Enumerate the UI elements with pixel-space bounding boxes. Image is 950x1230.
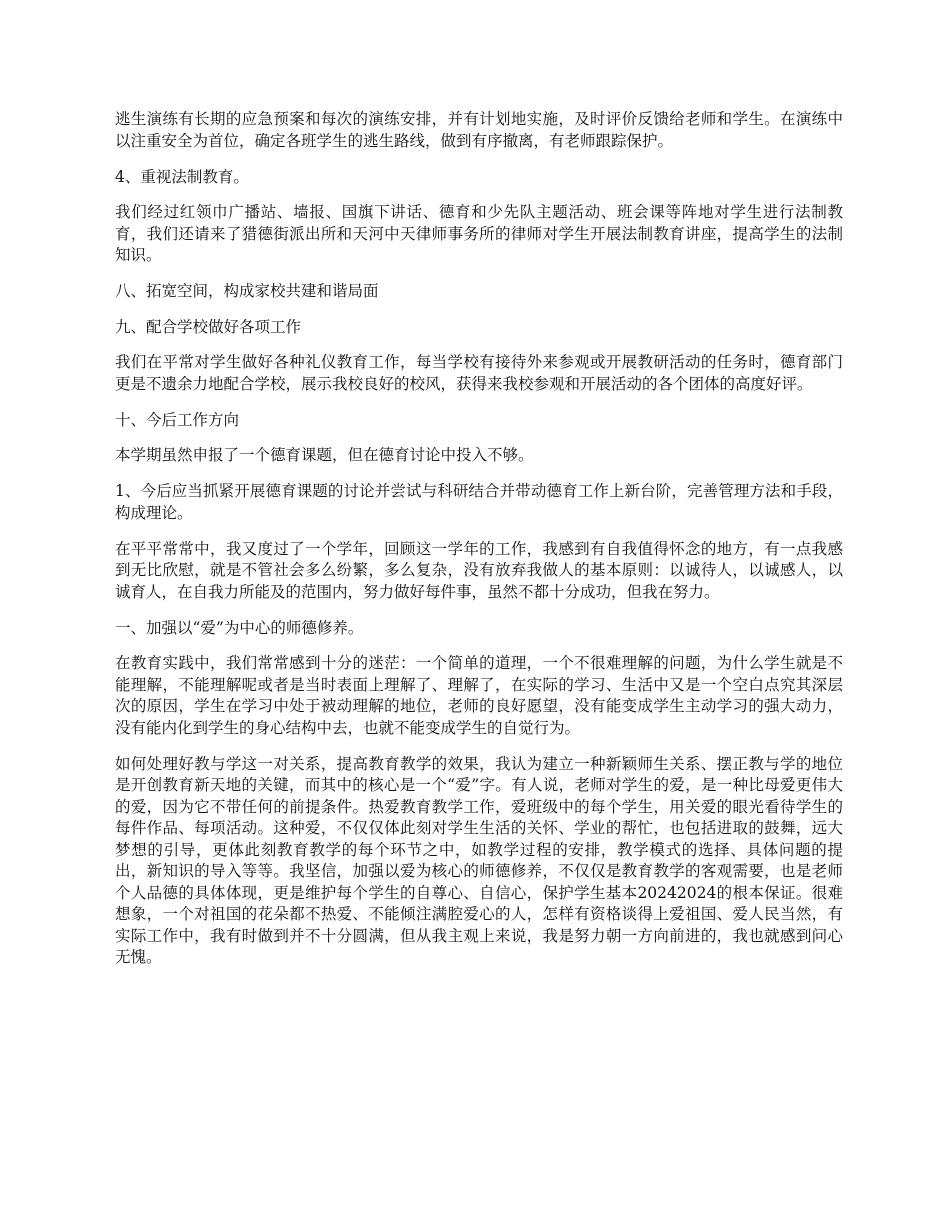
- heading-section-eight: 八、拓宽空间，构成家校共建和谐局面: [115, 282, 379, 300]
- heading-legal-education: 4、重视法制教育。: [115, 167, 249, 186]
- paragraph-evacuation-drill: 逃生演练有长期的应急预案和每次的演练安排，并有计划地实施，及时评价反馈给老师和学生。在演练中以注重安全为首位，确定各班学生的逃生路线，做到有序撤离，有老师跟踪保护。: [115, 110, 843, 150]
- paragraph-future-direction: 1、今后应当抓紧开展德育课题的讨论并尝试与科研结合并带动德育工作上新台阶，完善管理方法和手段，构成理论。: [115, 482, 843, 522]
- heading-teacher-ethics: 一、加强以“爱”为中心的师德修养。: [115, 618, 364, 637]
- heading-section-ten: 十、今后工作方向: [115, 410, 240, 429]
- paragraph-legal-education: 我们经过红领巾广播站、墙报、国旗下讲话、德育和少先队主题活动、班会课等阵地对学生进行法制教育，我们还请来了猎德街派出所和天河中天律师事务所的律师对学生开展法制教育讲座，提高学生的法制知识。: [115, 203, 843, 264]
- paragraph-year-review: 在平平常常中，我又度过了一个学年，回顾这一学年的工作，我感到有自我值得怀念的地方，有一点我感到无比欣慰，就是不管社会多么纷繁，多么复杂，没有放弃我做人的基本原则：以诚待人，以诚感人，以诚育人，在自我力所能及的范围内，努力做好每件事，虽然不都十分成功，但我在努力。: [115, 539, 843, 601]
- paragraph-etiquette-education: 我们在平常对学生做好各种礼仪教育工作，每当学校有接待外来参观或开展教研活动的任务时，德育部门更是不遗余力地配合学校，展示我校良好的校风，获得来我校参观和开展活动的各个团体的高度好评。: [115, 353, 843, 393]
- paragraph-teaching-practice: 在教育实践中，我们常常感到十分的迷茫：一个简单的道理，一个不很难理解的问题，为什么学生就是不能理解，不能理解呢或者是当时表面上理解了、理解了，在实际的学习、生活中又是一个空白点究其深层次的原因，学生在学习中处于被动理解的地位，老师的良好愿望，没有能变成学生主动学习的强大动力，没有能内化到学生的身心结构中去，也就不能变成学生的自觉行为。: [115, 654, 843, 737]
- document-page: [115, 109, 843, 983]
- heading-section-nine: 九、配合学校做好各项工作: [115, 317, 302, 336]
- paragraph-research-topic: 本学期虽然申报了一个德育课题，但在德育讨论中投入不够。: [115, 446, 534, 464]
- paragraph-teacher-love: 如何处理好教与学这一对关系，提高教育教学的效果，我认为建立一种新颖师生关系、摆正教与学的地位是开创教育新天地的关键，而其中的核心是一个“爱”字。有人说，老师对学生的爱，是一种比母爱更伟大的爱，因为它不带任何的前提条件。热爱教育教学工作，爱班级中的每个学生，用关爱的眼光看待学生的每件作品、每项活动。这种爱，不仅仅体此刻对学生生活的关怀、学业的帮忙，也包括进取的鼓舞，远大梦想的引导，更体此刻教育教学的每个环节之中，如教学过程的安排，教学模式的选择、具体问题的提出，新知识的导入等等。我坚信，加强以爱为核心的师德修养，不仅仅是教育教学的客观需要，也是老师个人品德的具体体现，更是维护每个学生的自尊心、自信心，保护学生基本20242024的根本保证。很难想象，一个对祖国的花朵都不热爱、不能倾注满腔爱心的人，怎样有资格谈得上爱祖国、爱人民当然，有实际工作中，我有时做到并不十分圆满，但从我主观上来说，我是努力朝一方向前进的，我也就感到问心无愧。: [115, 754, 843, 966]
